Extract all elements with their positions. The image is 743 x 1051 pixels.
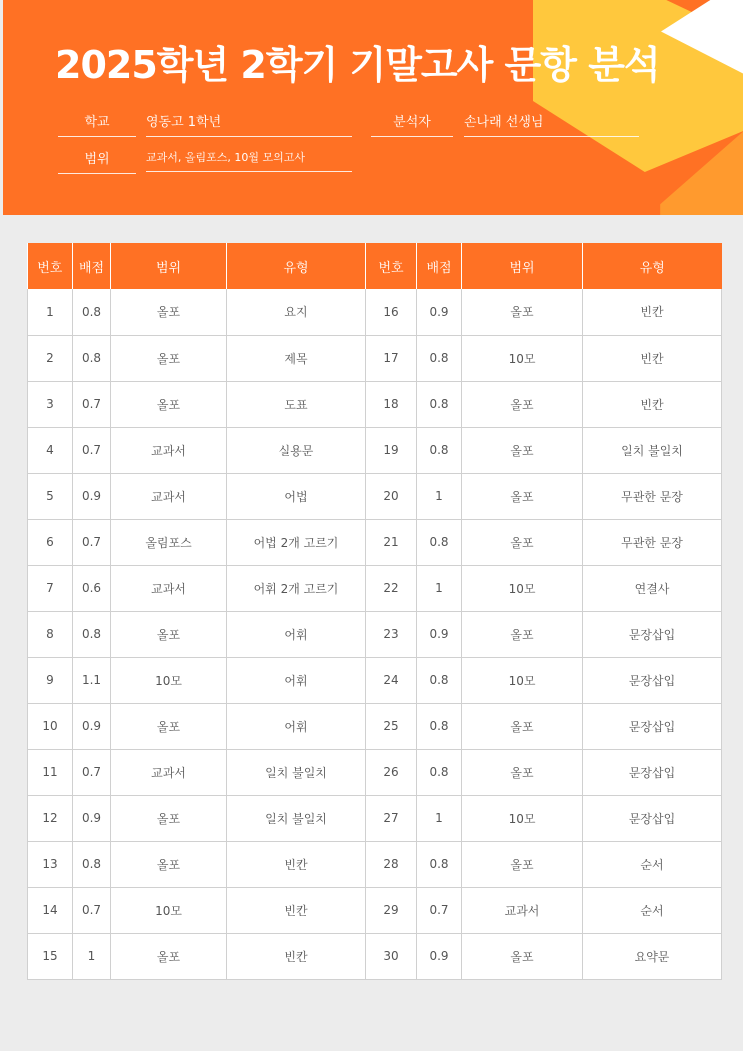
cell-score: 0.8 (417, 703, 462, 749)
cell-score: 0.6 (73, 565, 111, 611)
column-header-score: 배점 (73, 243, 111, 289)
cell-number: 29 (366, 887, 417, 933)
cell-type: 빈칸 (583, 289, 722, 335)
school-label: 학교 (58, 111, 136, 137)
cell-number: 26 (366, 749, 417, 795)
cell-type: 일치 불일치 (227, 749, 366, 795)
cell-number: 19 (366, 427, 417, 473)
cell-number: 13 (28, 841, 73, 887)
range-value: 교과서, 올림포스, 10월 모의고사 (146, 148, 352, 172)
cell-range: 올포 (111, 335, 227, 381)
cell-score: 0.8 (417, 749, 462, 795)
column-header-score: 배점 (417, 243, 462, 289)
analysis-table (27, 243, 722, 980)
cell-score: 1 (417, 473, 462, 519)
cell-range: 올포 (111, 933, 227, 979)
cell-number: 6 (28, 519, 73, 565)
cell-type: 연결사 (583, 565, 722, 611)
table-row (28, 703, 722, 749)
cell-score: 1 (73, 933, 111, 979)
cell-number: 30 (366, 933, 417, 979)
cell-number: 3 (28, 381, 73, 427)
cell-type: 어휘 (227, 703, 366, 749)
cell-number: 22 (366, 565, 417, 611)
cell-type: 요약문 (583, 933, 722, 979)
cell-score: 0.8 (417, 381, 462, 427)
cell-range: 올포 (462, 611, 583, 657)
cell-type: 문장삽입 (583, 703, 722, 749)
cell-range: 올포 (462, 703, 583, 749)
cell-score: 0.8 (73, 611, 111, 657)
cell-score: 0.8 (417, 519, 462, 565)
cell-score: 0.9 (73, 703, 111, 749)
cell-type: 무관한 문장 (583, 519, 722, 565)
cell-score: 0.8 (73, 289, 111, 335)
cell-range: 올포 (111, 841, 227, 887)
range-label: 범위 (58, 148, 136, 174)
cell-score: 1 (417, 795, 462, 841)
column-header-type: 유형 (227, 243, 366, 289)
cell-number: 16 (366, 289, 417, 335)
cell-score: 0.8 (417, 657, 462, 703)
cell-type: 어법 2개 고르기 (227, 519, 366, 565)
cell-score: 0.9 (73, 795, 111, 841)
cell-range: 올포 (111, 703, 227, 749)
cell-number: 9 (28, 657, 73, 703)
cell-score: 0.8 (73, 335, 111, 381)
cell-range: 10모 (462, 335, 583, 381)
cell-range: 올포 (462, 289, 583, 335)
cell-type: 문장삽입 (583, 657, 722, 703)
analyst-label: 분석자 (371, 111, 453, 137)
cell-number: 7 (28, 565, 73, 611)
cell-type: 빈칸 (227, 887, 366, 933)
column-header-type: 유형 (583, 243, 722, 289)
cell-score: 0.7 (73, 749, 111, 795)
cell-type: 무관한 문장 (583, 473, 722, 519)
table-row (28, 427, 722, 473)
cell-range: 올포 (462, 841, 583, 887)
cell-type: 제목 (227, 335, 366, 381)
cell-type: 어휘 (227, 657, 366, 703)
table-row (28, 795, 722, 841)
school-value: 영동고 1학년 (146, 111, 352, 137)
cell-type: 문장삽입 (583, 611, 722, 657)
table-row (28, 335, 722, 381)
cell-range: 올포 (111, 381, 227, 427)
header-banner (3, 0, 743, 215)
table-body (28, 289, 722, 979)
cell-range: 올림포스 (111, 519, 227, 565)
cell-type: 요지 (227, 289, 366, 335)
cell-number: 18 (366, 381, 417, 427)
cell-score: 0.7 (73, 887, 111, 933)
table-row (28, 657, 722, 703)
page-title: 2025학년 2학기 기말고사 문항 분석 (55, 43, 660, 87)
column-header-number: 번호 (366, 243, 417, 289)
cell-number: 5 (28, 473, 73, 519)
table-row (28, 887, 722, 933)
cell-number: 21 (366, 519, 417, 565)
cell-type: 빈칸 (227, 933, 366, 979)
cell-type: 도표 (227, 381, 366, 427)
cell-type: 순서 (583, 887, 722, 933)
cell-type: 문장삽입 (583, 749, 722, 795)
cell-number: 25 (366, 703, 417, 749)
cell-type: 일치 불일치 (227, 795, 366, 841)
cell-type: 일치 불일치 (583, 427, 722, 473)
cell-number: 11 (28, 749, 73, 795)
analysis-table-container (27, 243, 721, 980)
cell-score: 0.8 (417, 335, 462, 381)
cell-type: 문장삽입 (583, 795, 722, 841)
cell-range: 10모 (111, 887, 227, 933)
cell-range: 올포 (111, 289, 227, 335)
cell-score: 0.7 (73, 381, 111, 427)
cell-number: 27 (366, 795, 417, 841)
cell-type: 어법 (227, 473, 366, 519)
cell-range: 올포 (462, 427, 583, 473)
cell-type: 어휘 (227, 611, 366, 657)
table-header-row (28, 243, 722, 289)
cell-type: 빈칸 (583, 381, 722, 427)
cell-range: 교과서 (462, 887, 583, 933)
cell-range: 올포 (462, 519, 583, 565)
cell-type: 빈칸 (227, 841, 366, 887)
cell-type: 빈칸 (583, 335, 722, 381)
cell-range: 올포 (462, 381, 583, 427)
cell-type: 실용문 (227, 427, 366, 473)
cell-score: 0.7 (417, 887, 462, 933)
cell-number: 15 (28, 933, 73, 979)
table-row (28, 519, 722, 565)
table-row (28, 933, 722, 979)
cell-range: 교과서 (111, 749, 227, 795)
cell-number: 12 (28, 795, 73, 841)
cell-range: 올포 (462, 749, 583, 795)
cell-number: 10 (28, 703, 73, 749)
table-row (28, 381, 722, 427)
cell-range: 올포 (111, 611, 227, 657)
table-row (28, 611, 722, 657)
cell-number: 1 (28, 289, 73, 335)
table-row (28, 473, 722, 519)
cell-range: 올포 (111, 795, 227, 841)
table-row (28, 841, 722, 887)
cell-number: 17 (366, 335, 417, 381)
cell-number: 24 (366, 657, 417, 703)
cell-range: 교과서 (111, 565, 227, 611)
column-header-range: 범위 (462, 243, 583, 289)
column-header-number: 번호 (28, 243, 73, 289)
cell-range: 교과서 (111, 473, 227, 519)
cell-range: 10모 (462, 657, 583, 703)
cell-range: 올포 (462, 933, 583, 979)
cell-range: 10모 (111, 657, 227, 703)
cell-number: 4 (28, 427, 73, 473)
cell-score: 0.8 (73, 841, 111, 887)
cell-number: 8 (28, 611, 73, 657)
cell-range: 10모 (462, 565, 583, 611)
cell-range: 10모 (462, 795, 583, 841)
cell-range: 올포 (462, 473, 583, 519)
cell-score: 0.9 (73, 473, 111, 519)
table-row (28, 289, 722, 335)
cell-score: 1.1 (73, 657, 111, 703)
cell-range: 교과서 (111, 427, 227, 473)
cell-score: 0.9 (417, 933, 462, 979)
cell-number: 20 (366, 473, 417, 519)
cell-score: 0.8 (417, 841, 462, 887)
column-header-range: 범위 (111, 243, 227, 289)
cell-number: 14 (28, 887, 73, 933)
cell-number: 2 (28, 335, 73, 381)
cell-number: 23 (366, 611, 417, 657)
cell-score: 0.9 (417, 611, 462, 657)
cell-type: 어휘 2개 고르기 (227, 565, 366, 611)
cell-score: 0.7 (73, 427, 111, 473)
table-row (28, 565, 722, 611)
cell-score: 0.8 (417, 427, 462, 473)
cell-number: 28 (366, 841, 417, 887)
table-row (28, 749, 722, 795)
cell-score: 1 (417, 565, 462, 611)
cell-score: 0.9 (417, 289, 462, 335)
analyst-value: 손나래 선생님 (464, 111, 639, 137)
cell-score: 0.7 (73, 519, 111, 565)
cell-type: 순서 (583, 841, 722, 887)
